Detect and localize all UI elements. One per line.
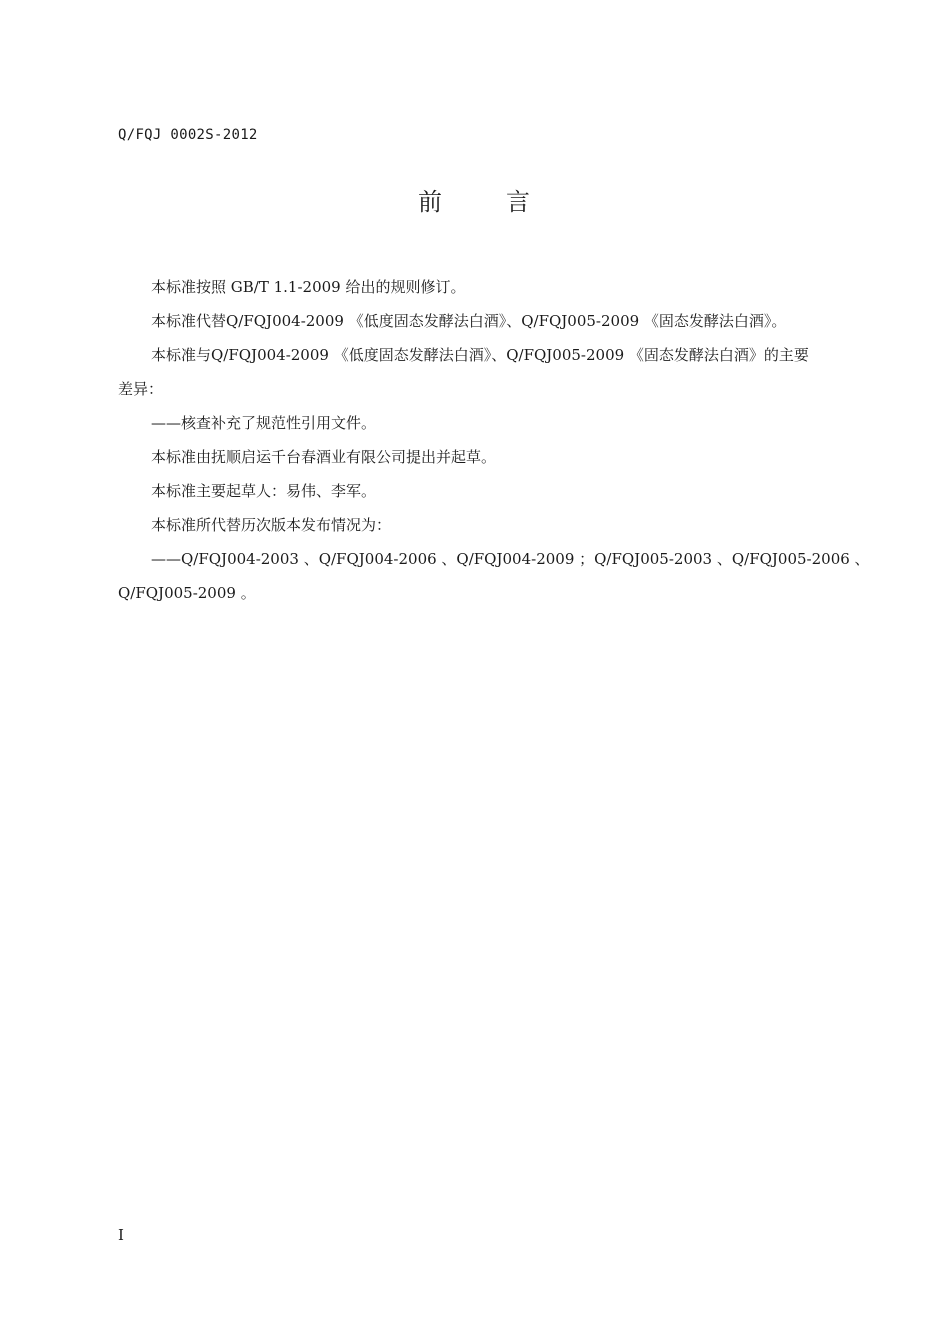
difference-item: ——核查补充了规范性引用文件。 (151, 414, 377, 432)
page-title (0, 182, 950, 217)
title-char-1: 前 (418, 188, 444, 216)
title-char-2: 言 (506, 188, 532, 216)
paragraph-drafter-org: 本标准由抚顺启运千台春酒业有限公司提出并起草。 (151, 448, 497, 466)
paragraph-drafters: 本标准主要起草人：易伟、李军。 (151, 482, 377, 500)
paragraph-replaces: 本标准代替Q/FQJ004-2009 《低度固态发酵法白酒》、Q/FQJ005-2009 《固态发酵法白酒》。 (151, 312, 787, 330)
paragraph-differences: 本标准与Q/FQJ004-2009 《低度固态发酵法白酒》、Q/FQJ005-2009 《固态发酵法白酒》的主要 (151, 346, 809, 364)
foreword-body (118, 270, 870, 610)
page-number: I (118, 1226, 124, 1244)
paragraph-differences-cont: 差异： (118, 380, 164, 398)
history-list-cont: Q/FQJ005-2009 。 (118, 584, 256, 602)
history-list: ——Q/FQJ004-2003 、Q/FQJ004-2006 、Q/FQJ004-2009 ；Q/FQJ005-2003 、Q/FQJ005-2006 、 (151, 550, 870, 568)
paragraph-history: 本标准所代替历次版本发布情况为： (151, 516, 392, 534)
paragraph-revision-basis: 本标准按照 GB/T 1.1-2009 给出的规则修订。 (151, 278, 466, 296)
document-code: Q/FQJ 0002S-2012 (118, 127, 258, 143)
